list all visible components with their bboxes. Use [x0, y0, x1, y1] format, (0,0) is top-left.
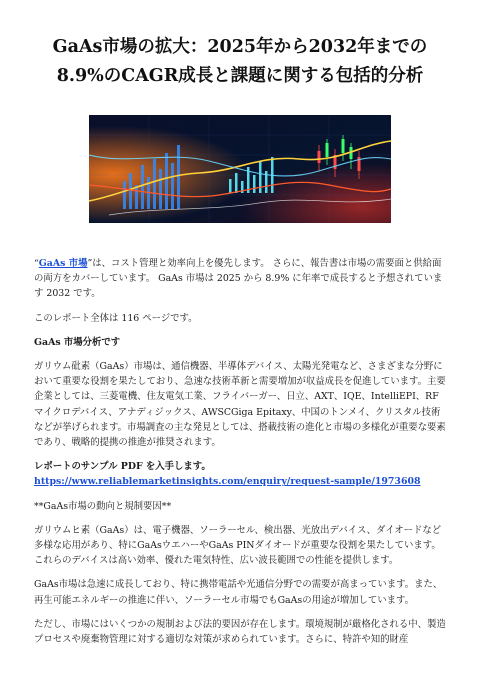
title-line-1: GaAs市場の拡大：2025年から2032年までの [52, 37, 428, 57]
open-quote: “ [34, 258, 39, 269]
pages-note: このレポート全体は 116 ページです。 [34, 312, 198, 324]
report-body [34, 256, 446, 647]
analysis-heading: GaAs 市場分析です [34, 336, 121, 348]
trends-paragraph-2: GaAs市場は急速に成長しており、特に携帯電話や光通信分野での需要が高まっています。また、再生可能エネルギーの推進に伴い、ソーラーセル市場でもGaAsの用途が増加しています。 [34, 579, 443, 606]
sample-heading: レポートのサンプル PDF を入手します。 [34, 461, 211, 473]
gaas-market-link[interactable]: GaAs 市場 [38, 258, 88, 269]
trends-paragraph-3: ただし、市場にはいくつかの規制および法的要因が存在します。環境規制が厳格化される中、製造プロセスや廃棄物管理に対する適切な対策が求められています。さらに、特許や知的財産 [34, 618, 446, 646]
trends-heading: **GaAs市場の動向と規制要因** [34, 500, 172, 512]
intro-paragraph [34, 256, 446, 302]
hero-chart-image [89, 115, 391, 223]
page-title [34, 0, 446, 91]
sample-request [34, 459, 446, 489]
title-line-2: 8.9%のCAGR成長と課題に関する包括的分析 [56, 66, 424, 86]
intro-text: ”は、コスト管理と効率向上を優先します。 さらに、報告書は市場の需要面と供給面の両方をカバーしています。 GaAs 市場は 2025 から 8.9% に年率で成長すると予想されています 2032 です。 [34, 258, 443, 300]
analysis-paragraph: ガリウム砒素（GaAs）市場は、通信機器、半導体デバイス、太陽光発電など、さまざまな分野において重要な役割を果たしており、急速な技術革新と需要増加が収益成長を促進しています。主要企業としては、三菱電機、住友電気工業、フライバーガー、日立、AXT、IQE、IntelliEPI、RFマイクロデバイス、アナディジックス、AWSCGiga Epitaxy、中国のトンメイ、クリスタル技術などが挙げられます。市場調査の主な発見としては、搭載技術の進化と市場の多様化が重要な要素であり、戦略的提携の推進が推奨されます。 [34, 361, 446, 449]
sample-url-link[interactable]: https://www.reliablemarketinsights.com/enquiry/request-sample/1973608 [34, 476, 421, 488]
trends-paragraph-1: ガリウムヒ素（GaAs）は、電子機器、ソーラーセル、検出器、光放出デバイス、ダイオードなど多様な応用があり、特にGaAsウエハーやGaAs PINダイオードが重要な役割を果たしています。これらのデバイスは高い効率、優れた電気特性、広い波長範囲での性能を提供します。 [34, 524, 442, 567]
